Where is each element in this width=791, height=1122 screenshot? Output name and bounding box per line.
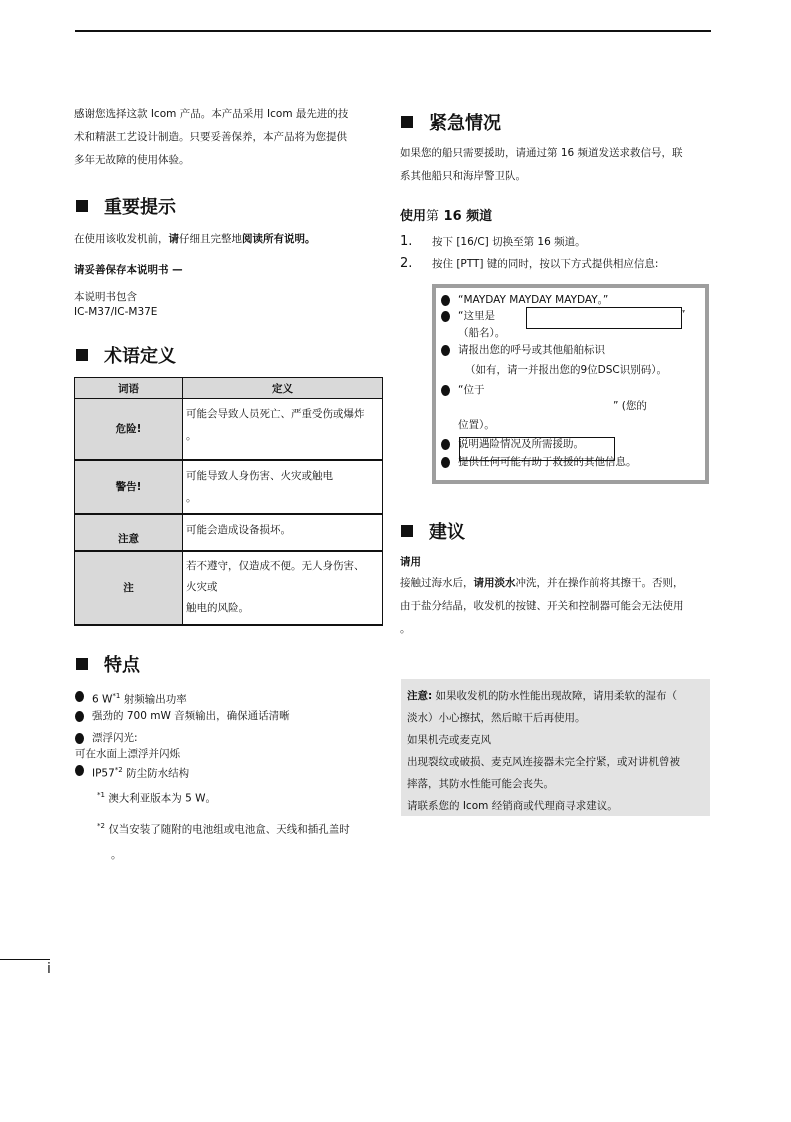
col-def-header: 定义 xyxy=(183,378,383,399)
ship-name-blank xyxy=(526,307,682,329)
advice-line-1: 接触过海水后，请用淡水冲洗，并在操作前将其擦干。否则， xyxy=(400,577,684,589)
table-row: 注 若不遵守，仅造成不便。无人身伤害、 火灾或 触电的风险。 xyxy=(75,551,383,625)
bullet-icon xyxy=(75,711,84,722)
important-heading: 重要提示 xyxy=(76,193,176,219)
important-text: 在使用该收发机前，请仔细且完整地阅读所有说明。 xyxy=(74,233,316,245)
col-term-header: 词语 xyxy=(75,378,183,399)
bullet-icon xyxy=(441,295,450,306)
page-rule xyxy=(0,959,50,960)
list-item: 6 $W^{*1}$ 射频输出功率 xyxy=(75,688,385,708)
manual-models: IC-M37/IC-M37E xyxy=(74,306,158,318)
advice-heading: 建议 xyxy=(401,518,465,544)
intro-paragraph: 感谢您选择这款 Icom 产品。本产品采用 Icom 最先进的技 术和精湛工艺设计制造。只要妥善保养，本产品将为您提供 多年无故障的使用体验。 xyxy=(74,108,349,166)
heading-square-icon xyxy=(401,525,413,537)
note-line-1: 注意: 如果收发机的防水性能出现故障，请用柔软的湿布（ xyxy=(407,690,678,702)
list-item: 请报出您的呼号或其他船舶标识 xyxy=(441,342,703,358)
bullet-icon xyxy=(441,311,450,322)
bullet-icon xyxy=(75,691,84,702)
page-number: i xyxy=(47,961,51,977)
mayday-content: “MAYDAY MAYDAY MAYDAY。” “这里是 （船名）。 请报出您的呼号或其他船舶标识 （如有，请一并报出您的9位DSC识别码）。 “位于 ” (您的 位置）。 说明遇险情况及所需援助。 提供任何可能有助于救援的其他信息。 xyxy=(441,292,703,470)
important-section xyxy=(74,228,389,320)
bullet-icon xyxy=(441,439,450,450)
heading-square-icon xyxy=(76,200,88,212)
bullet-icon xyxy=(441,385,450,396)
list-item: IP57$^{*2}$ 防尘防水结构 xyxy=(75,762,385,782)
emergency-intro: 如果您的船只需要援助，请通过第 16 频道发送求救信号，联 系其他船只和海岸警卫队。 xyxy=(400,147,683,182)
features-list xyxy=(75,688,385,868)
heading-square-icon xyxy=(76,658,88,670)
step-2: 2. 按住 [PTT] 键的同时，按以下方式提供相应信息: xyxy=(400,256,659,271)
channel16-subheading: 使用第 16 频道 xyxy=(400,209,493,224)
manual-contains: 本说明书包含 xyxy=(74,291,137,303)
list-item: “MAYDAY MAYDAY MAYDAY。” xyxy=(441,292,703,308)
list-item: 提供任何可能有助于救援的其他信息。 xyxy=(441,454,703,470)
list-item: “这里是 xyxy=(441,308,703,324)
bullet-icon xyxy=(441,345,450,356)
footnote-1: $^{*1}$ 澳大利亚版本为 5 W。 xyxy=(97,791,217,805)
features-heading: 特点 xyxy=(76,651,140,677)
list-item: 漂浮闪光: 可在水面上漂浮并闪烁 xyxy=(75,731,180,760)
situation-blank xyxy=(459,437,615,461)
footnote-2: $^{*2}$ 仅当安装了随附的电池组或电池盒、天线和插孔盖时 。 xyxy=(97,821,350,861)
heading-square-icon xyxy=(76,349,88,361)
table-row: 危险! 可能会导致人员死亡、严重受伤或爆炸 。 xyxy=(75,399,383,460)
note-box: 注意: 如果收发机的防水性能出现故障，请用柔软的湿布（ 淡水）小心擦拭，然后晾干后再使用。 如果机壳或麦克风 出现裂纹或破损、麦克风连接器未完全拧紧，或对讲机曾被 摔落，其防水性能可能会丧失。 请联系您的 Icom 经销商或代理商寻求建议。 xyxy=(401,679,710,816)
terms-table xyxy=(74,377,383,626)
bullet-icon xyxy=(75,765,84,776)
table-row: 警告! 可能导致人身伤害、火灾或触电 。 xyxy=(75,460,383,514)
bullet-icon xyxy=(75,733,84,744)
step-1: 1. 按下 [16/C] 切换至第 16 频道。 xyxy=(400,234,586,249)
list-item: 说明遇险情况及所需援助。 xyxy=(441,436,703,452)
advice-section: 请用 接触过海水后，请用淡水冲洗，并在操作前将其擦干。否则， 由于盐分结晶，收发机的按键、开关和控制器可能会无法使用 。 xyxy=(400,552,712,641)
emergency-heading: 紧急情况 xyxy=(401,109,501,135)
table-row: 注意 可能会造成设备损坏。 xyxy=(75,514,383,551)
keep-manual: 请妥善保存本说明书 — xyxy=(74,264,183,276)
terms-heading: 术语定义 xyxy=(76,342,176,368)
heading-square-icon xyxy=(401,116,413,128)
list-item: 强劲的 700 mW 音频输出，确保通话清晰 xyxy=(75,708,385,724)
top-rule xyxy=(75,30,711,32)
list-item: “位于 xyxy=(441,382,703,398)
bullet-icon xyxy=(441,457,450,468)
emergency-steps xyxy=(400,233,712,273)
quote-close: ” xyxy=(680,309,686,321)
